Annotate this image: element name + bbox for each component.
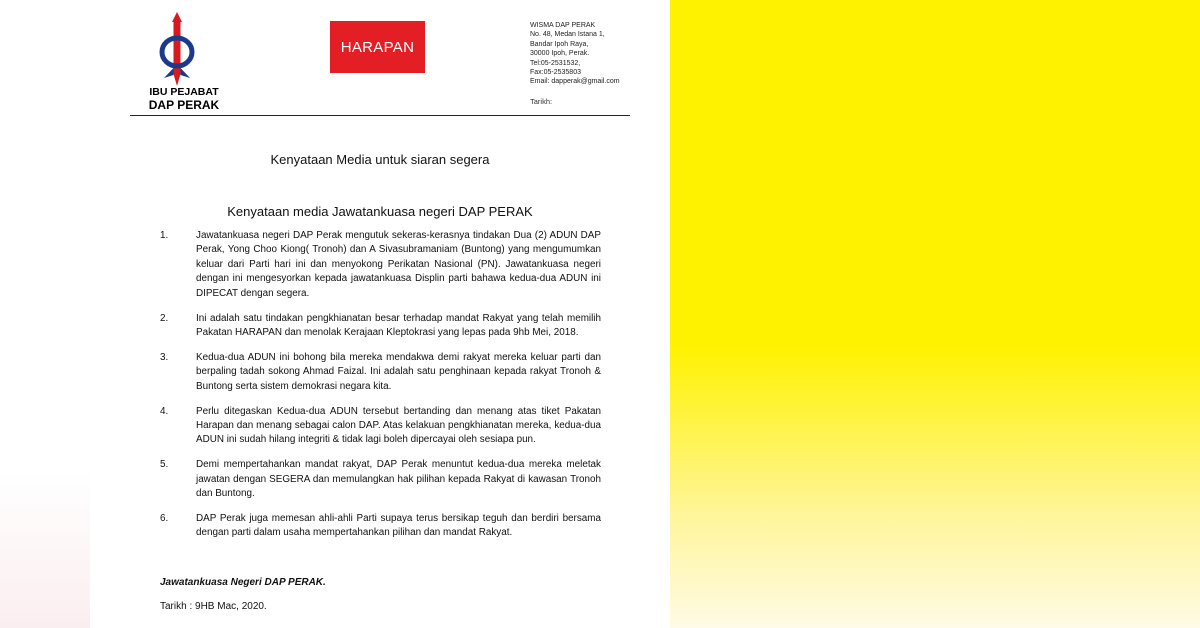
address-line: 30000 Ipoh, Perak. — [530, 50, 590, 58]
dap-perak-label: DAP PERAK — [148, 98, 220, 112]
hq-label: IBU PEJABAT — [149, 86, 219, 98]
address-line: Fax:05-2535803 — [530, 69, 581, 77]
paragraph-number: 6. — [160, 513, 169, 524]
address-line: Bandar Ipoh Raya, — [530, 40, 589, 48]
date-field-label: Tarikh: — [530, 97, 553, 106]
paragraph-text: Kedua-dua ADUN ini bohong bila mereka mendakwa demi rakyat mereka keluar parti dan berpaling tadah sokong Ahmad Faizal. Ini adalah satu penghinaan kepada rakyat Tronoh & Buntong serta sistem demokrasi negara kita. — [196, 351, 601, 392]
address-line: No. 48, Medan Istana 1, — [530, 31, 605, 39]
paragraph-number: 4. — [160, 405, 169, 417]
email-line: Email: dapperak@gmail.com — [530, 78, 620, 86]
statement-title: Kenyataan media Jawatankuasa negeri DAP PERAK — [227, 204, 533, 219]
paragraph-text: Jawatankuasa negeri DAP Perak mengutuk sekeras-kerasnya tindakan Dua (2) ADUN DAP Perak, Yong Choo Kiong( Tronoh) dan A Sivasubramaniam (Buntong) yang mengumumkan keluar dari Parti hari ini dan menyokong Perikatan Nasional (PN). Jawatankuasa negeri dengan ini mengesyorkan kepada jawatankuasa Displin parti bahawa kedua-dua ADUN ini DIPECAT dengan segera. — [196, 230, 601, 299]
paragraph-number: 3. — [160, 351, 169, 363]
left-margin-strip — [0, 0, 90, 628]
statement-date: Tarikh : 9HB Mac, 2020. — [160, 601, 267, 612]
paragraph — [160, 312, 601, 341]
press-release-document — [90, 0, 670, 628]
paragraph-text: DAP Perak juga memesan ahli-ahli Parti supaya terus bersikap teguh dan berdiri bersama dengan parti dalam usaha mempertahankan pilihan dan mandat Rakyat. — [196, 513, 601, 539]
statement-body — [160, 229, 601, 551]
paragraph — [160, 405, 601, 448]
header-title: Kenyataan Media untuk siaran segera — [270, 152, 490, 167]
paragraph-text: Perlu ditegaskan Kedua-dua ADUN tersebut bertanding dan menang atas tiket Pakatan Harapan dan menang sebagai calon DAP. Atas kelakuan pengkhianatan mereka, kedua-dua ADUN ini sudah hilang integriti & tidak lagi boleh dipercayai oleh sesiapa pun. — [196, 405, 601, 446]
paragraph-number: 1. — [160, 230, 169, 241]
address-line: Tel:05-2531532, — [530, 59, 581, 67]
paragraph-text: Ini adalah satu tindakan pengkhianatan besar terhadap mandat Rakyat yang telah memilih Pakatan HARAPAN dan menolak Kerajaan Kleptokrasi yang lepas pada 9hb Mei, 2018. — [196, 312, 601, 338]
paragraph — [160, 512, 601, 541]
paragraph — [160, 229, 601, 301]
address-line: WISMA DAP PERAK — [530, 22, 596, 29]
paragraph-number: 5. — [160, 459, 169, 471]
letterhead-divider — [130, 115, 630, 116]
paragraph — [160, 351, 601, 394]
signoff: Jawatankuasa Negeri DAP PERAK. — [160, 577, 326, 588]
address-block — [530, 21, 668, 87]
paragraph-number: 2. — [160, 312, 169, 324]
harapan-logo-text: HARAPAN — [340, 38, 415, 56]
harapan-logo — [330, 21, 425, 73]
paragraph — [160, 458, 601, 501]
dap-rocket-logo-icon — [152, 12, 202, 88]
paragraph-text: Demi mempertahankan mandat rakyat, DAP Perak menuntut kedua-dua mereka meletak jawatan dengan SEGERA dan memulangkan hak pilihan kepada Rakyat di kawasan Tronoh dan Buntong. — [196, 459, 601, 500]
